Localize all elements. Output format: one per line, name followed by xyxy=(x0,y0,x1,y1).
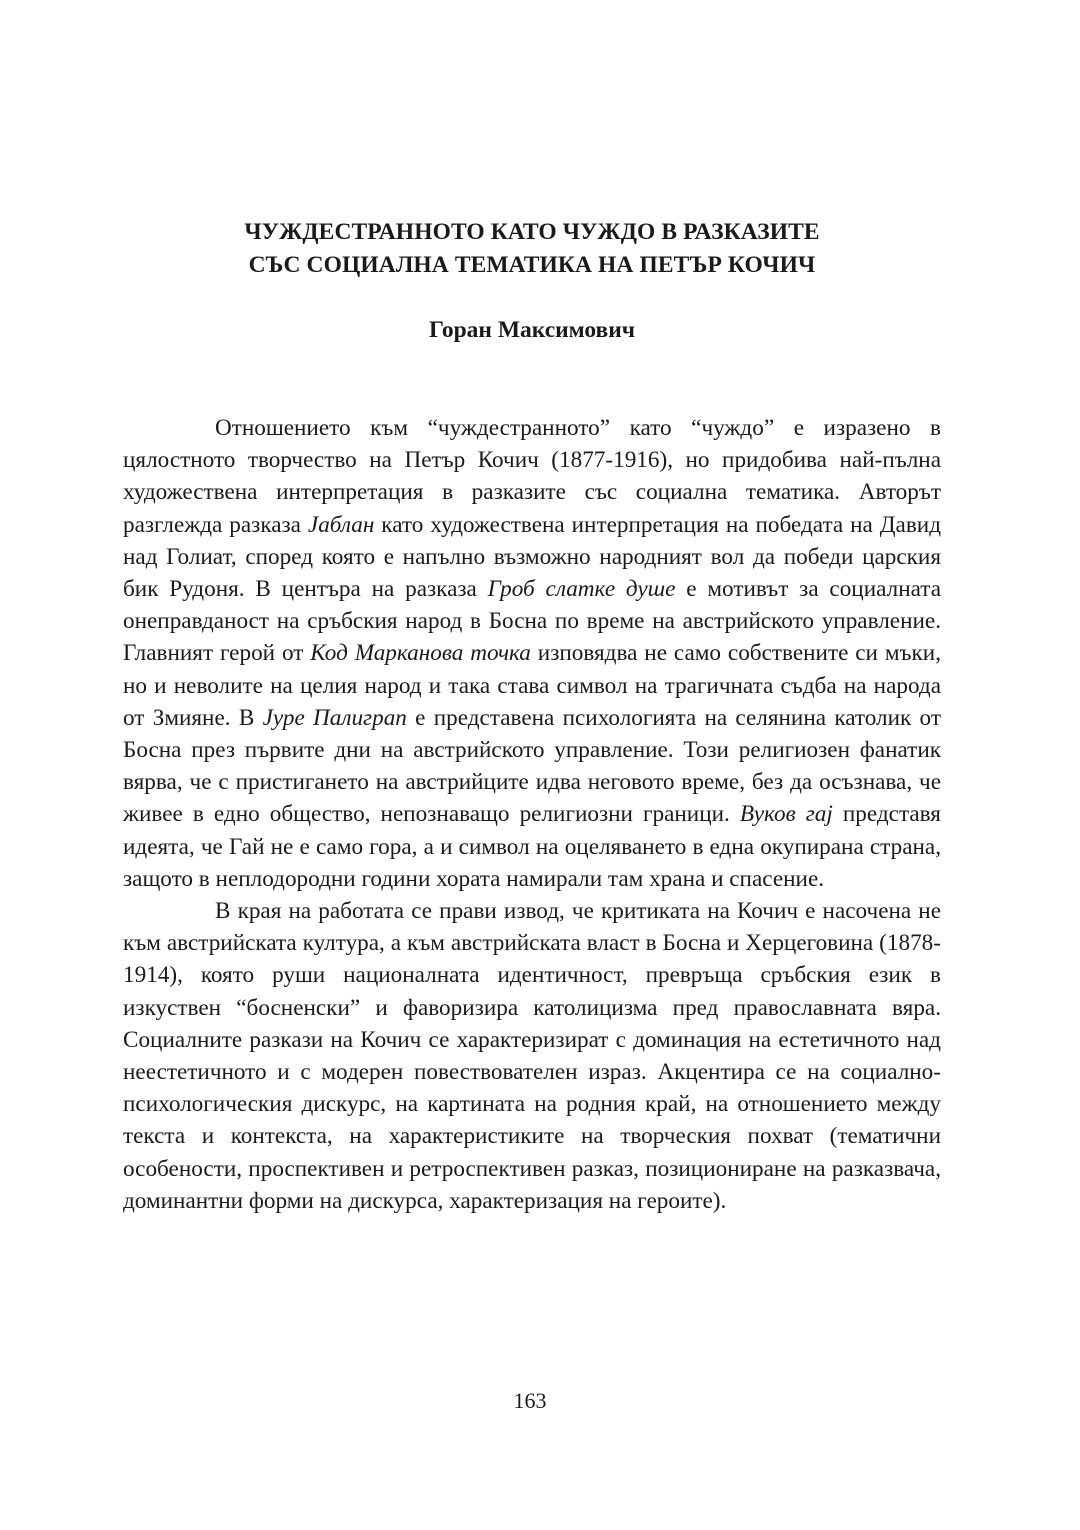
story-title-grob-slatke-dushe: Гроб слатке душе xyxy=(487,576,676,603)
story-title-vukov-gaj: Вуков гај xyxy=(739,801,833,828)
title-line-1: ЧУЖДЕСТРАННОТО КАТО ЧУЖДО В РАЗКАЗИТЕ xyxy=(244,219,820,245)
title-line-2: СЪС СОЦИАЛНА ТЕМАТИКА НА ПЕТЪР КОЧИЧ xyxy=(248,252,816,278)
paragraph-1-text-4: изповядва не само собствените си мъки, но и неволите на целия народ и така става символ на трагичната съдба на народа от Змияне. В xyxy=(123,640,941,731)
story-title-jure-paligrap: Јуре Палиграп xyxy=(262,704,407,731)
paragraph-2: В края на работата се прави извод, че критиката на Кочич е насочена не към австрийската култура, а към австрийската власт в Босна и Херцеговина (1878-1914), която руши националната идентичност, превръща сръбския език в изкуствен “босненски” и фаворизира католицизма пред православната вяра. Социалните разкази на Кочич се характеризират с доминация на естетичното над неестетичното и с модерен повествователен израз. Акцентира се на социално-психологическия дискурс, на картината на родния край, на отношението между текста и контекста, на характеристиките на творческия похват (тематични особености, проспективен и ретроспективен разказ, позициониране на разказвача, доминантни форми на дискурса, характеризация на героите). xyxy=(123,898,941,1214)
paragraph-1-text-1: Отношението към “чуждестранното” като “чуждо” е изразено в цялостното творчество на Петър Кочич (1877-1916), но придобива най-пълна художествена интерпретация в разказите със социална тематика. Авторът разглежда разказа xyxy=(123,415,941,538)
paragraph-1-text-2: като художествена интерпретация на победата на Давид над Голиат, според която е напълно възможно народният вол да победи царския бик Рудоня. В центъра на разказа xyxy=(123,511,941,603)
story-title-jablan: Јаблан xyxy=(307,511,375,538)
author-name: Горан Максимович xyxy=(428,317,636,343)
page-number: 163 xyxy=(513,1388,547,1413)
story-title-kod-markanova-tochka: Код Марканова точка xyxy=(310,640,531,667)
paragraph-1-text-3: е мотивът за социалната онеправданост на сръбския народ в Босна по време на австрийското управление. Главният герой от xyxy=(123,576,942,667)
paragraph-1 xyxy=(123,412,941,895)
abstract-body xyxy=(123,412,941,1217)
paragraph-1-text-6: представя идеята, че Гай не е само гора, а и символ на оцеляването в една окупирана страна, защото в неплодородни години хората намирали там храна и спасение. xyxy=(123,801,941,892)
paragraph-1-text-5: е представена психологията на селянина католик от Босна през първите дни на австрийското управление. Този религиозен фанатик вярва, че с пристигането на австрийците идва неговото време, без да осъзнава, че живее в едно общество, непознаващо религиозни граници. xyxy=(123,704,941,828)
article-title xyxy=(120,216,944,282)
